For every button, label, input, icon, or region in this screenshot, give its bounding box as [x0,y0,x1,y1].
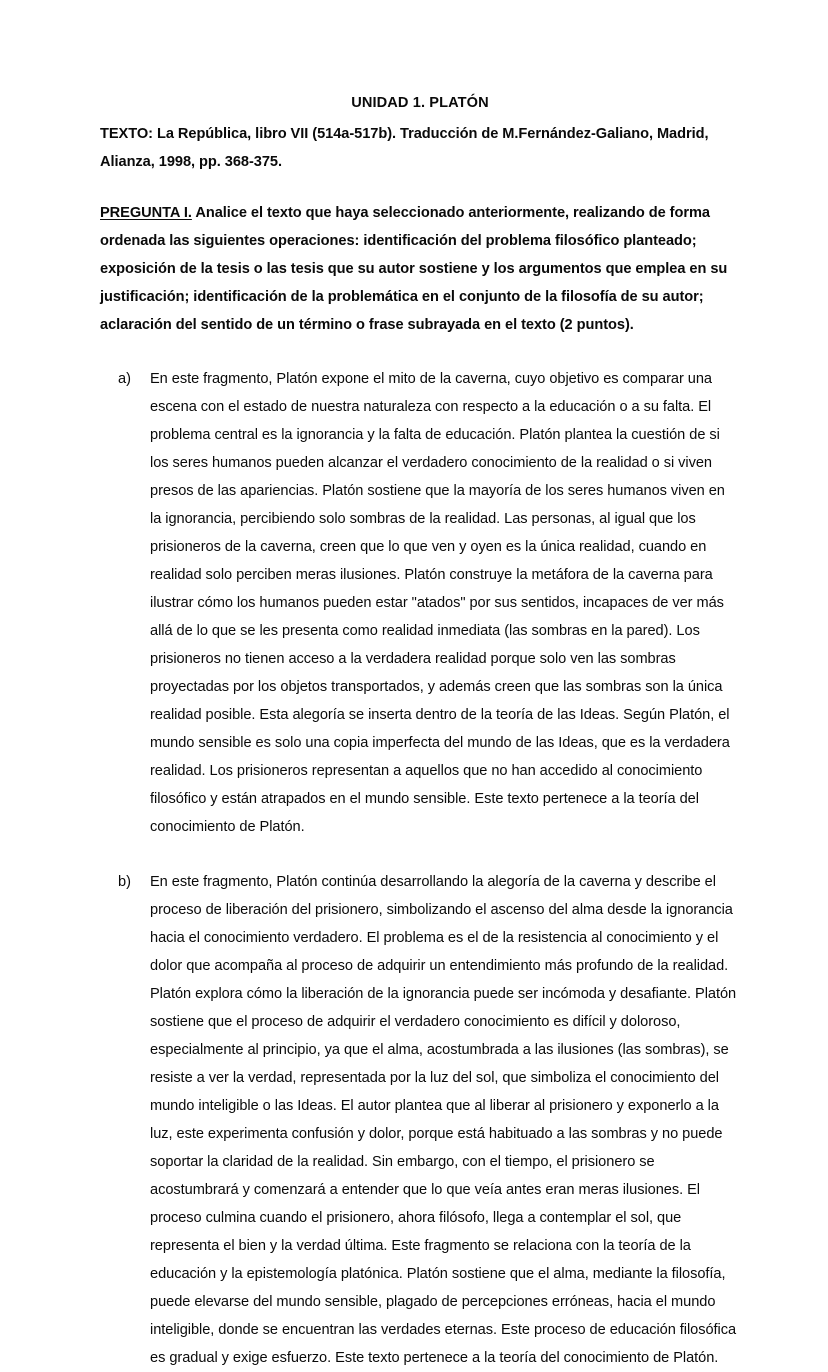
list-item [100,868,740,1372]
question-text: Analice el texto que haya seleccionado anteriormente, realizando de forma ordenada las siguientes operaciones: identificación del problema filosófico planteado; exposición de la tesis o las tesis que su autor sostiene y los argumentos que emplea en su justificación; identificación de la problemática en el conjunto de la filosofía de su autor; aclaración del sentido de un término o frase subrayada en el texto (2 puntos). [100,205,728,333]
document-content [100,92,740,1372]
page-title: UNIDAD 1. PLATÓN [351,95,489,111]
answer-list [100,365,740,1372]
list-item-marker: b) [118,874,131,890]
list-item-text: En este fragmento, Platón continúa desarrollando la alegoría de la caverna y describe el proceso de liberación del prisionero, simbolizando el ascenso del alma desde la ignorancia hacia el conocimiento verdadero. El problema es el de la resistencia al conocimiento y el dolor que acompaña al proceso de adquirir un entendimiento más profundo de la realidad. Platón explora cómo la liberación de la ignorancia puede ser incómoda y desafiante. Platón sostiene que el proceso de adquirir el verdadero conocimiento es difícil y doloroso, especialmente al principio, ya que el alma, acostumbrada a las ilusiones (las sombras), se resiste a ver la verdad, representada por la luz del sol, que simboliza el conocimiento del mundo inteligible o las Ideas. El autor plantea que al liberar al prisionero y exponerlo a la luz, este experimenta confusión y dolor, porque está habituado a las sombras y no puede soportar la claridad de la realidad. Sin embargo, con el tiempo, el prisionero se acostumbrará y comenzará a entender que lo que veía antes eran meras ilusiones. El proceso culmina cuando el prisionero, ahora filósofo, llega a contemplar el sol, que representa el bien y la verdad última. Este fragmento se relaciona con la teoría de la educación y la epistemología platónica. Platón sostiene que el alma, mediante la filosofía, puede elevarse del mundo sensible, plagado de percepciones erróneas, hacia el mundo inteligible, donde se encuentran las verdades eternas. Este proceso de educación filosófica es gradual y exige esfuerzo. Este texto pertenece a la teoría del conocimiento de Platón. [150,874,737,1366]
source-reference: TEXTO: La República, libro VII (514a-517b). Traducción de M.Fernández-Galiano, Madrid, Alianza, 1998, pp. 368-375. [100,126,709,170]
list-item [100,365,740,841]
list-item-text: En este fragmento, Platón expone el mito de la caverna, cuyo objetivo es comparar una escena con el estado de nuestra naturaleza con respecto a la educación o a su falta. El problema central es la ignorancia y la falta de educación. Platón plantea la cuestión de si los seres humanos pueden alcanzar el verdadero conocimiento de la realidad o si viven presos de las apariencias. Platón sostiene que la mayoría de los seres humanos viven en la ignorancia, percibiendo solo sombras de la realidad. Las personas, al igual que los prisioneros de la caverna, creen que lo que ven y oyen es la única realidad, cuando en realidad solo perciben meras ilusiones. Platón construye la metáfora de la caverna para ilustrar cómo los humanos pueden estar "atados" por sus sentidos, incapaces de ver más allá de lo que se les presenta como realidad inmediata (las sombras en la pared). Los prisioneros no tienen acceso a la verdadera realidad porque solo ven las sombras proyectadas por los objetos transportados, y además creen que las sombras son la única realidad posible. Esta alegoría se inserta dentro de la teoría de las Ideas. Según Platón, el mundo sensible es solo una copia imperfecta del mundo de las Ideas, que es la verdadera realidad. Los prisioneros representan a aquellos que no han accedido al conocimiento filosófico y están atrapados en el mundo sensible. Este texto pertenece a la teoría del conocimiento de Platón. [150,371,730,835]
question-label: PREGUNTA I. [100,205,192,221]
list-item-marker: a) [118,371,131,387]
question-block [100,199,740,339]
